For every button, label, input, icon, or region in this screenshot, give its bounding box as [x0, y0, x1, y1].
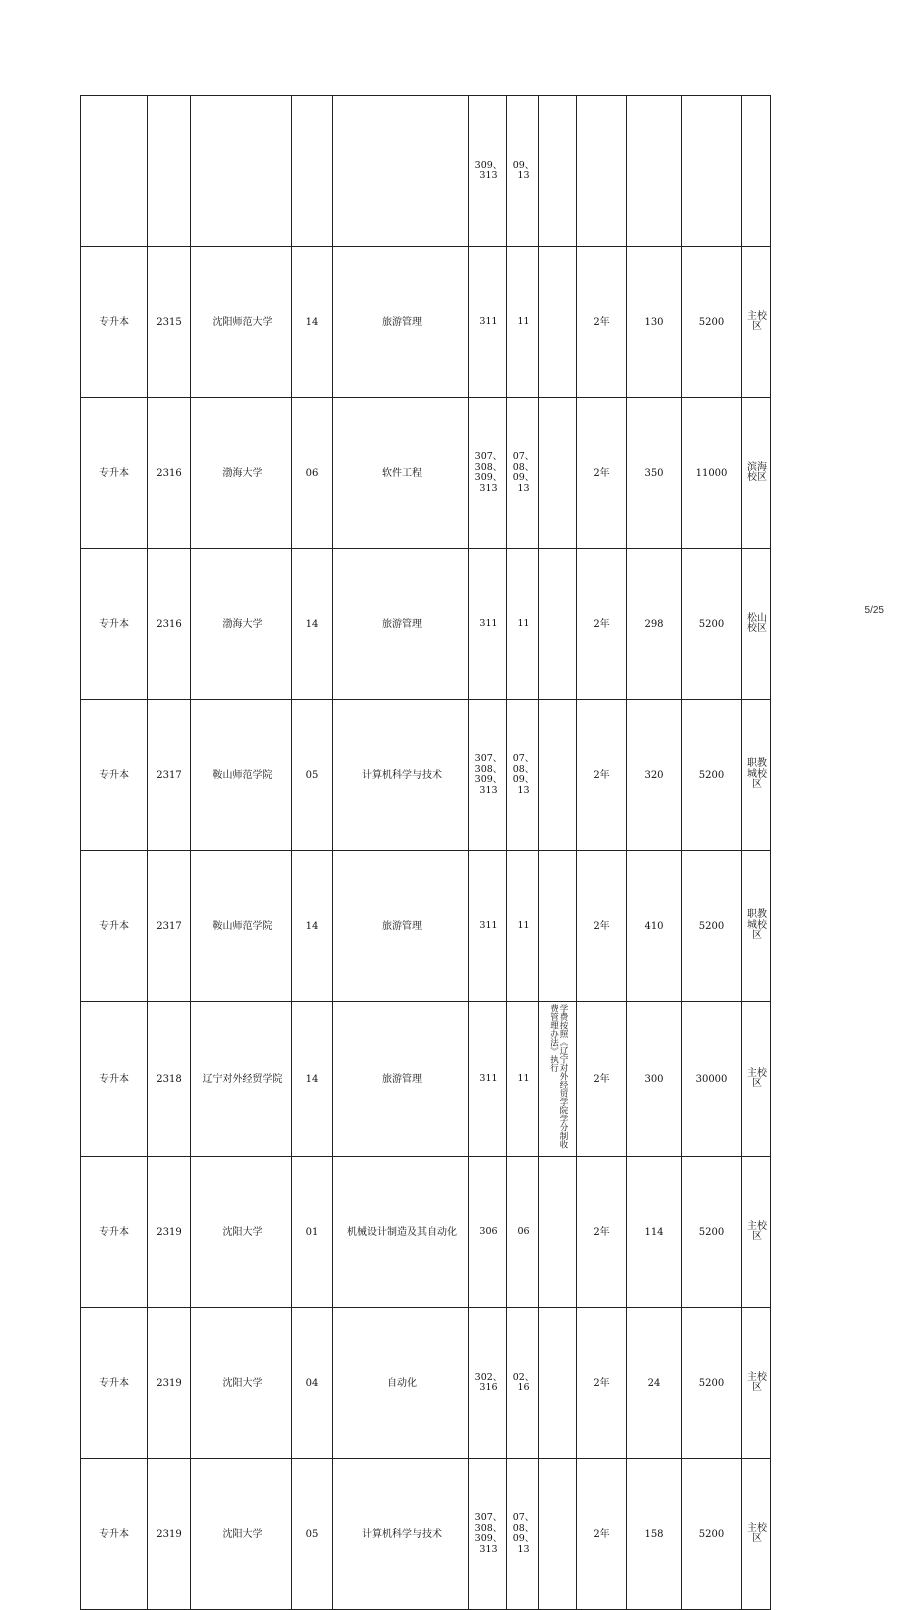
subjects-cell: 306 — [469, 1157, 507, 1308]
exam-codes-cell: 02、 16 — [507, 1308, 539, 1459]
note-cell — [539, 1308, 577, 1459]
fee-cell: 5200 — [682, 1459, 742, 1610]
table-row — [81, 1157, 771, 1308]
exam-codes-cell: 06 — [507, 1157, 539, 1308]
type-cell: 专升本 — [81, 1157, 148, 1308]
enrollment-table — [80, 95, 771, 1610]
campus-cell: 主校 区 — [742, 247, 771, 398]
subjects-cell: 311 — [469, 247, 507, 398]
years-cell: 2年 — [577, 1459, 627, 1610]
major-code-cell: 14 — [292, 247, 333, 398]
code-cell: 2316 — [148, 549, 191, 700]
fee-cell: 11000 — [682, 398, 742, 549]
table-row — [81, 851, 771, 1002]
subjects-cell: 302、 316 — [469, 1308, 507, 1459]
years-cell: 2年 — [577, 549, 627, 700]
fee-note: 学费按照《辽宁对外经贸学院学分制收费管理办法》执行 — [548, 1004, 568, 1149]
subjects-cell: 311 — [469, 549, 507, 700]
table-row — [81, 247, 771, 398]
subjects-cell: 307、 308、 309、 313 — [469, 700, 507, 851]
major-cell: 旅游管理 — [333, 1002, 469, 1157]
table-row — [81, 700, 771, 851]
exam-codes-cell: 07、 08、 09、 13 — [507, 398, 539, 549]
major-code-cell: 01 — [292, 1157, 333, 1308]
years-cell: 2年 — [577, 1002, 627, 1157]
subjects-cell: 311 — [469, 851, 507, 1002]
table-row — [81, 398, 771, 549]
exam-codes-cell: 07、 08、 09、 13 — [507, 1459, 539, 1610]
table-row — [81, 96, 771, 247]
code-cell: 2316 — [148, 398, 191, 549]
subjects-cell: 307、 308、 309、 313 — [469, 1459, 507, 1610]
school-cell: 渤海大学 — [191, 549, 292, 700]
school-cell: 沈阳大学 — [191, 1308, 292, 1459]
years-cell: 2年 — [577, 851, 627, 1002]
exam-codes-cell: 11 — [507, 1002, 539, 1157]
major-cell: 计算机科学与技术 — [333, 700, 469, 851]
years-cell — [577, 96, 627, 247]
type-cell: 专升本 — [81, 549, 148, 700]
plan-cell: 300 — [627, 1002, 682, 1157]
type-cell: 专升本 — [81, 851, 148, 1002]
exam-codes-cell: 11 — [507, 247, 539, 398]
years-cell: 2年 — [577, 247, 627, 398]
fee-cell: 5200 — [682, 851, 742, 1002]
plan-cell: 158 — [627, 1459, 682, 1610]
campus-cell: 职教 城校 区 — [742, 700, 771, 851]
exam-codes-cell: 11 — [507, 549, 539, 700]
major-code-cell: 05 — [292, 1459, 333, 1610]
campus-cell: 主校 区 — [742, 1459, 771, 1610]
major-code-cell: 05 — [292, 700, 333, 851]
major-code-cell: 14 — [292, 851, 333, 1002]
code-cell: 2319 — [148, 1308, 191, 1459]
major-code-cell: 06 — [292, 398, 333, 549]
subjects-cell: 307、 308、 309、 313 — [469, 398, 507, 549]
major-code-cell: 14 — [292, 549, 333, 700]
years-cell: 2年 — [577, 398, 627, 549]
note-cell — [539, 247, 577, 398]
years-cell: 2年 — [577, 1157, 627, 1308]
school-cell: 鞍山师范学院 — [191, 851, 292, 1002]
school-cell: 辽宁对外经贸学院 — [191, 1002, 292, 1157]
code-cell: 2317 — [148, 700, 191, 851]
code-cell: 2319 — [148, 1157, 191, 1308]
major-code-cell — [292, 96, 333, 247]
fee-cell — [682, 96, 742, 247]
code-cell: 2318 — [148, 1002, 191, 1157]
type-cell — [81, 96, 148, 247]
major-cell: 旅游管理 — [333, 247, 469, 398]
fee-cell: 5200 — [682, 549, 742, 700]
subjects-cell: 309、 313 — [469, 96, 507, 247]
code-cell: 2315 — [148, 247, 191, 398]
table-row — [81, 1002, 771, 1157]
fee-cell: 5200 — [682, 700, 742, 851]
years-cell: 2年 — [577, 1308, 627, 1459]
campus-cell: 滨海 校区 — [742, 398, 771, 549]
note-cell — [539, 96, 577, 247]
years-cell: 2年 — [577, 700, 627, 851]
campus-cell: 松山 校区 — [742, 549, 771, 700]
major-cell: 旅游管理 — [333, 851, 469, 1002]
major-cell: 旅游管理 — [333, 549, 469, 700]
plan-cell — [627, 96, 682, 247]
fee-cell: 30000 — [682, 1002, 742, 1157]
campus-cell: 主校 区 — [742, 1308, 771, 1459]
type-cell: 专升本 — [81, 1308, 148, 1459]
note-cell — [539, 1002, 577, 1157]
major-code-cell: 14 — [292, 1002, 333, 1157]
campus-cell: 主校 区 — [742, 1002, 771, 1157]
note-cell — [539, 700, 577, 851]
note-cell — [539, 549, 577, 700]
major-cell: 自动化 — [333, 1308, 469, 1459]
exam-codes-cell: 09、 13 — [507, 96, 539, 247]
plan-cell: 320 — [627, 700, 682, 851]
plan-cell: 298 — [627, 549, 682, 700]
plan-cell: 114 — [627, 1157, 682, 1308]
plan-cell: 350 — [627, 398, 682, 549]
code-cell: 2319 — [148, 1459, 191, 1610]
type-cell: 专升本 — [81, 1459, 148, 1610]
code-cell: 2317 — [148, 851, 191, 1002]
subjects-cell: 311 — [469, 1002, 507, 1157]
note-cell — [539, 851, 577, 1002]
school-cell: 鞍山师范学院 — [191, 700, 292, 851]
plan-cell: 130 — [627, 247, 682, 398]
school-cell — [191, 96, 292, 247]
major-cell: 软件工程 — [333, 398, 469, 549]
major-cell — [333, 96, 469, 247]
school-cell: 沈阳大学 — [191, 1459, 292, 1610]
note-cell — [539, 1157, 577, 1308]
fee-cell: 5200 — [682, 247, 742, 398]
school-cell: 沈阳大学 — [191, 1157, 292, 1308]
note-cell — [539, 1459, 577, 1610]
note-cell — [539, 398, 577, 549]
fee-cell: 5200 — [682, 1157, 742, 1308]
page-number: 5/25 — [864, 605, 884, 616]
table-row — [81, 1459, 771, 1610]
plan-cell: 410 — [627, 851, 682, 1002]
plan-cell: 24 — [627, 1308, 682, 1459]
major-code-cell: 04 — [292, 1308, 333, 1459]
school-cell: 沈阳师范大学 — [191, 247, 292, 398]
code-cell — [148, 96, 191, 247]
type-cell: 专升本 — [81, 398, 148, 549]
campus-cell — [742, 96, 771, 247]
type-cell: 专升本 — [81, 1002, 148, 1157]
exam-codes-cell: 11 — [507, 851, 539, 1002]
campus-cell: 主校 区 — [742, 1157, 771, 1308]
exam-codes-cell: 07、 08、 09、 13 — [507, 700, 539, 851]
major-cell: 机械设计制造及其自动化 — [333, 1157, 469, 1308]
campus-cell: 职教 城校 区 — [742, 851, 771, 1002]
school-cell: 渤海大学 — [191, 398, 292, 549]
table-row — [81, 1308, 771, 1459]
major-cell: 计算机科学与技术 — [333, 1459, 469, 1610]
type-cell: 专升本 — [81, 247, 148, 398]
table-row — [81, 549, 771, 700]
fee-cell: 5200 — [682, 1308, 742, 1459]
type-cell: 专升本 — [81, 700, 148, 851]
